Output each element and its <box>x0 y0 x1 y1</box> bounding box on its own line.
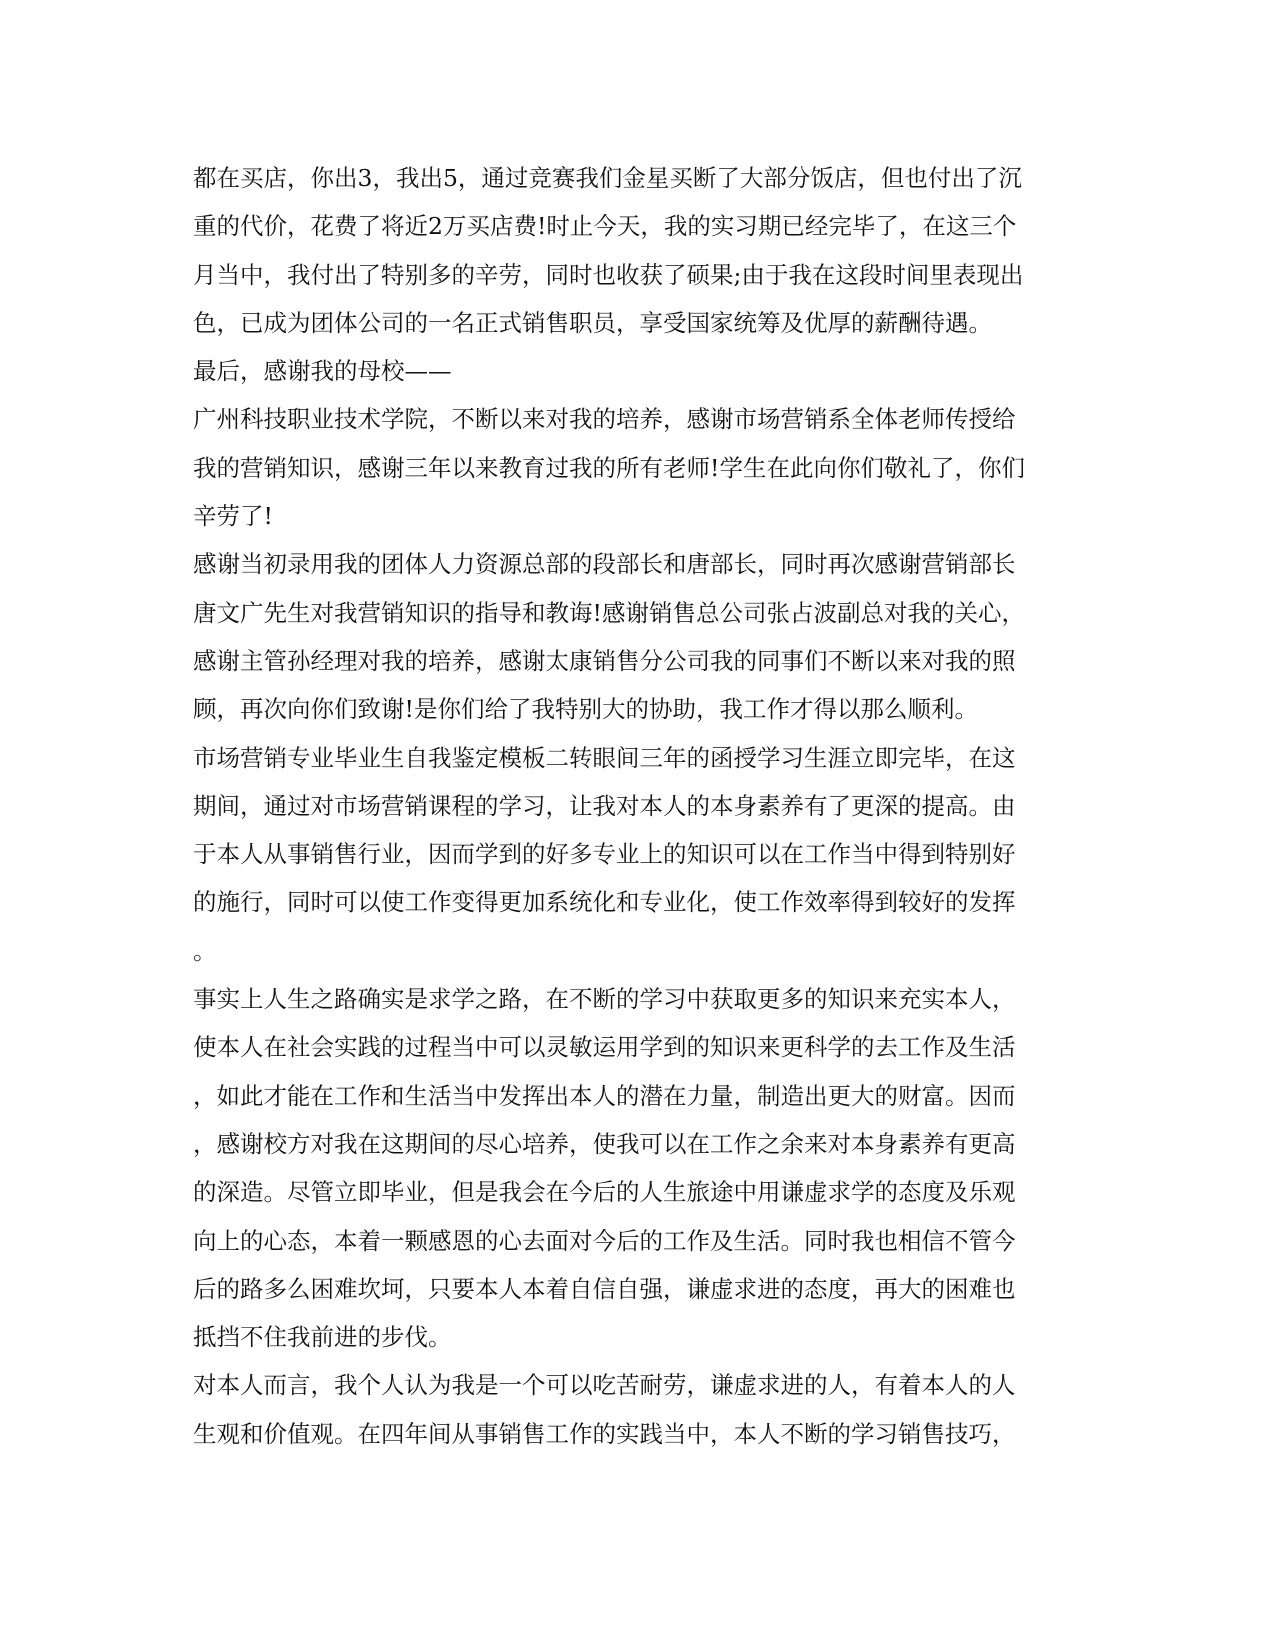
text-line: 后的路多么困难坎坷，只要本人本着自信自强，谦虚求进的态度，再大的困难也 <box>193 1274 1016 1303</box>
text-line: 事实上人生之路确实是求学之路，在不断的学习中获取更多的知识来充实本人， <box>193 985 1016 1014</box>
text-line: 顾，再次向你们致谢!是你们给了我特别大的协助，我工作才得以那么顺利。 <box>193 695 978 724</box>
text-line: 唐文广先生对我营销知识的指导和教诲!感谢销售总公司张占波副总对我的关心， <box>193 598 1025 627</box>
text-line: ，如此才能在工作和生活当中发挥出本人的潜在力量，制造出更大的财富。因而 <box>193 1081 1016 1110</box>
text-line: 向上的心态，本着一颗感恩的心去面对今后的工作及生活。同时我也相信不管今 <box>193 1226 1016 1255</box>
text-line: 使本人在社会实践的过程当中可以灵敏运用学到的知识来更科学的去工作及生活 <box>193 1033 1016 1062</box>
text-line: 生观和价值观。在四年间从事销售工作的实践当中，本人不断的学习销售技巧， <box>193 1419 1016 1448</box>
text-line: 色，已成为团体公司的一名正式销售职员，享受国家统筹及优厚的薪酬待遇。 <box>193 308 992 337</box>
text-line: 期间，通过对市场营销课程的学习，让我对本人的本身素养有了更深的提高。由 <box>193 791 1016 820</box>
text-line: 辛劳了! <box>193 502 273 531</box>
text-line: 。 <box>193 936 217 965</box>
text-line: 重的代价，花费了将近2万买店费!时止今天，我的实习期已经完毕了，在这三个 <box>193 212 1017 241</box>
text-line: 都在买店，你出3，我出5，通过竞赛我们金星买断了大部分饭店，但也付出了沉 <box>193 164 1022 192</box>
text-line: 对本人而言，我个人认为我是一个可以吃苦耐劳，谦虚求进的人，有着本人的人 <box>193 1371 1016 1400</box>
text-line: 市场营销专业毕业生自我鉴定模板二转眼间三年的函授学习生涯立即完毕，在这 <box>193 743 1016 772</box>
text-line: 感谢主管孙经理对我的培养，感谢太康销售分公司我的同事们不断以来对我的照 <box>193 646 1016 675</box>
text-line: ，感谢校方对我在这期间的尽心培养，使我可以在工作之余来对本身素养有更高 <box>193 1129 1016 1158</box>
text-line: 于本人从事销售行业，因而学到的好多专业上的知识可以在工作当中得到特别好 <box>193 840 1016 869</box>
text-line: 抵挡不住我前进的步伐。 <box>193 1323 452 1352</box>
text-line: 广州科技职业技术学院，不断以来对我的培养，感谢市场营销系全体老师传授给 <box>193 405 1016 434</box>
body-text <box>193 154 1093 1458</box>
text-line: 的施行，同时可以使工作变得更加系统化和专业化，使工作效率得到较好的发挥 <box>193 888 1016 917</box>
text-line: 感谢当初录用我的团体人力资源总部的段部长和唐部长，同时再次感谢营销部长 <box>193 550 1016 579</box>
text-line: 最后，感谢我的母校—— <box>193 357 452 386</box>
text-line: 的深造。尽管立即毕业，但是我会在今后的人生旅途中用谦虚求学的态度及乐观 <box>193 1178 1016 1207</box>
text-line: 月当中，我付出了特别多的辛劳，同时也收获了硕果;由于我在这段时间里表现出 <box>193 260 1024 289</box>
text-line: 我的营销知识，感谢三年以来教育过我的所有老师!学生在此向你们敬礼了，你们 <box>193 453 1025 482</box>
